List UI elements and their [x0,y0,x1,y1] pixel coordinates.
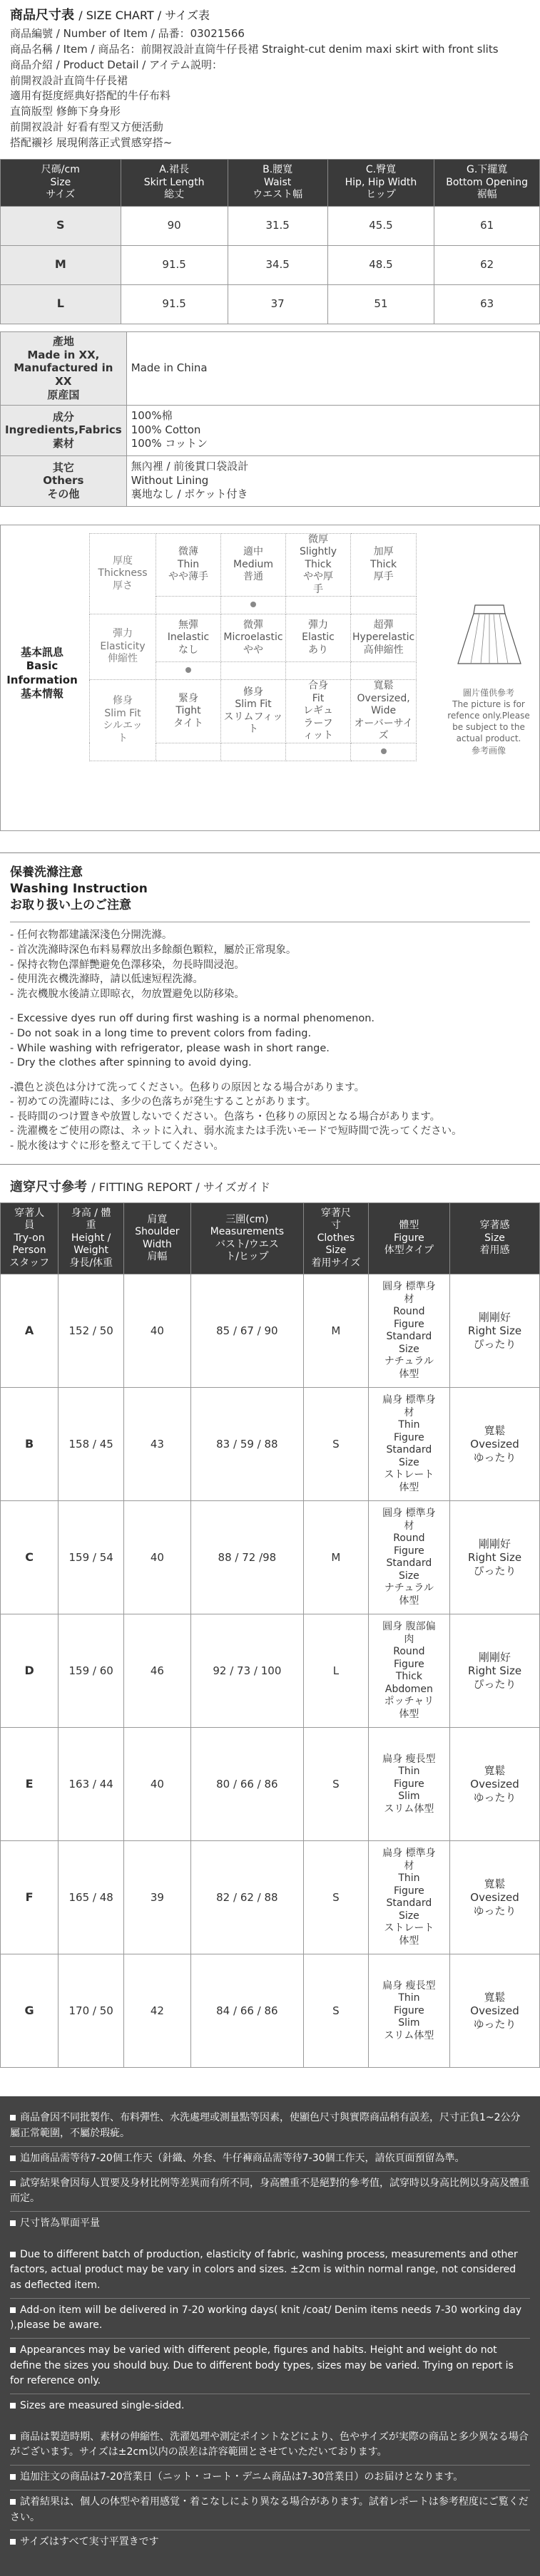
square-bullet-icon [10,2499,16,2505]
detail-label: 商品介紹 / Product Detail / アイテム説明： [10,58,223,71]
washing-zh [10,928,530,1001]
header-shoulder: 肩寬 Shoulder Width 肩幅 [124,1202,191,1274]
note-line [10,2466,530,2490]
notes-en [10,2243,530,2418]
shoulder: 42 [124,1954,191,2068]
measurements: 88 / 72 /98 [190,1501,303,1614]
square-bullet-icon [10,2307,16,2313]
mark-cell [286,662,351,680]
detail-line: 前開衩設計 好看有型又方便活動 [10,120,163,133]
fitting-row [1,1841,540,1954]
skirt-diagram-icon [448,592,530,678]
square-bullet-icon [10,2252,16,2257]
shoulder: 40 [124,1501,191,1614]
figure: 圓身 標準身 材 Round Figure Standard Size ナチュラル 体型 [368,1274,449,1388]
mark-cell [351,597,417,614]
note-line [10,2490,530,2530]
size-row [1,206,540,245]
washing-line: - 長時間のつけ置きや放置しないでください。色落ち・色移りの原因となる場合があります。 [10,1111,441,1123]
washing-en [10,1011,530,1070]
washing-line: - 洗衣機脫水後請立即晾衣，勿放置避免以防移染。 [10,988,245,1000]
other-line: Without Lining [131,473,209,487]
size-chart-title [0,0,540,24]
other-value [126,455,539,506]
person-id: D [1,1614,58,1728]
selected-dot-icon [250,602,256,607]
notes-panel [0,2096,540,2575]
thickness-row [90,533,417,597]
material-line: 100% Cotton [131,423,201,436]
origin-label: 產地 Made in XX, Manufactured in XX 原産国 [1,331,127,405]
material-line: 100%棉 [131,409,173,423]
washing-line: - 初めての洗濯時には、多少の色落ちが発生することがあります。 [10,1096,317,1108]
height-weight: 159 / 60 [58,1614,124,1728]
material-label: 成分 Ingredients,Fabrics 素材 [1,405,127,455]
waist: 31.5 [228,206,327,245]
figure: 圓身 標準身 材 Round Figure Standard Size ナチュラル 体型 [368,1501,449,1614]
header-feel: 穿著感 Size 着用感 [450,1202,540,1274]
person-id: B [1,1388,58,1501]
waist: 37 [228,284,327,324]
header-hip: C.臀寬 Hip, Hip Width ヒップ [327,160,434,207]
measurements: 82 / 62 / 88 [190,1841,303,1954]
mark-cell [156,597,221,614]
person-id: C [1,1501,58,1614]
square-bullet-icon [10,2115,16,2121]
square-bullet-icon [10,2434,16,2440]
fit-feel: 寬鬆 Ovesized ゆったり [450,1728,540,1841]
fitting-title [0,1164,540,1195]
skirt-length: 91.5 [121,245,228,284]
size-row [1,245,540,284]
notes-ja [10,2426,530,2555]
mark-cell [221,743,286,761]
person-id: G [1,1954,58,2068]
mark-cell [221,662,286,680]
thickness-label: 厚度 Thickness 厚さ [90,533,156,614]
shoulder: 40 [124,1274,191,1388]
header-person: 穿著人 員 Try-on Person スタッフ [1,1202,58,1274]
fit-feel: 剛剛好 Right Size ぴったり [450,1274,540,1388]
square-bullet-icon [10,2347,16,2353]
size-label: S [1,206,121,245]
fitting-title-text: 適穿尺寸參考 [10,1179,87,1195]
size-label: M [1,245,121,284]
washing-line: - 保持衣物色澤鮮艷避免色澤移染，勿長時間浸泡。 [10,959,245,971]
product-table [0,331,540,507]
notes-zh [10,2106,530,2235]
note-text: 試着結果は、個人の体型や着用感覚・着こなしにより異なる場合があります。試着レポートは参考程度にご覧ください。 [10,2495,529,2523]
washing-line: - Do not soak in a long time to prevent colors from fading. [10,1027,312,1039]
washing-line: - 脱水後はすぐに形を整えて干してください。 [10,1140,224,1152]
mark-cell [221,597,286,614]
fitting-row [1,1274,540,1388]
bottom-opening: 63 [434,284,540,324]
washing-instructions [10,922,530,1153]
measurements: 85 / 67 / 90 [190,1274,303,1388]
size-row [1,284,540,324]
note-text: Due to different batch of production, elasticity of fabric, washing process, measurements and other factors, actual product may be vary in colors and sizes. ±2cm is within normal range, not considered as deflected item. [10,2248,518,2291]
basic-info-panel [0,525,540,831]
figure: 扁身 標準身 材 Thin Figure Standard Size ストレート 体型 [368,1388,449,1501]
fitting-row [1,1501,540,1614]
other-row [1,455,540,506]
header-length: A.裙長 Skirt Length 総丈 [121,160,228,207]
note-line [10,2147,530,2172]
note-text: Add-on item will be delivered in 7-20 working days( knit /coat/ Denim items needs 7-30 working day ),please be aware. [10,2304,522,2332]
figure: 扁身 瘦長型 Thin Figure Slim スリム体型 [368,1728,449,1841]
clothes-size: L [304,1614,369,1728]
height-weight: 165 / 48 [58,1841,124,1954]
note-text: 追加商品需等待7-20個工作天（針織、外套、牛仔褲商品需等待7-30個工作天，請依頁面預留為準。 [20,2152,465,2164]
selected-dot-icon [381,748,387,754]
person-id: A [1,1274,58,1388]
waist: 34.5 [228,245,327,284]
shoulder: 43 [124,1388,191,1501]
fit-option: 修身 Slim Fit スリムフィッ ト [221,680,286,743]
fitting-row [1,1728,540,1841]
note-text: 尺寸皆為單面平量 [20,2217,100,2229]
header-size: 尺碼/cm Size サイズ [1,160,121,207]
elasticity-option: 無彈 Inelastic なし [156,614,221,662]
square-bullet-icon [10,2403,16,2408]
size-table [0,159,540,324]
measurements: 92 / 73 / 100 [190,1614,303,1728]
note-line [10,2339,530,2394]
header-waist: B.腰寬 Waist ウエスト幅 [228,160,327,207]
item-name: 商品名稱 / Item / 商品名：前開衩設計直筒牛仔長裙 Straight-cut denim maxi skirt with front slits [10,43,499,56]
attribute-grid [89,533,417,761]
note-text: サイズはすべて実寸平置きです [20,2536,159,2548]
clothes-size: M [304,1274,369,1388]
detail-line: 直筒版型 修飾下身身形 [10,105,121,118]
item-number: 商品編號 / Number of Item / 品番：03021566 [10,27,245,41]
washing-line: - 使用洗衣機洗滌時，請以低速短程洗滌。 [10,974,203,986]
skirt-length: 91.5 [121,284,228,324]
fitting-row [1,1954,540,2068]
header-figure: 體型 Figure 体型タイプ [368,1202,449,1274]
clothes-size: S [304,1954,369,2068]
washing-ja [10,1081,530,1154]
hip: 48.5 [327,245,434,284]
mark-cell [351,743,417,761]
washing-title-en: Washing Instruction [10,881,148,896]
mark-cell [156,662,221,680]
hip: 45.5 [327,206,434,245]
figure: 圓身 腹部偏 肉 Round Figure Thick Abdomen ポッチャリ 体型 [368,1614,449,1728]
square-bullet-icon [10,2155,16,2161]
thickness-option: 微厚 Slightly Thick やや厚 手 [286,533,351,597]
note-line [10,2394,530,2418]
other-line: 無內裡 / 前後貫口袋設計 [131,460,249,473]
size-chart-subtitle: / SIZE CHART / サイズ表 [78,9,210,22]
other-label: 其它 Others その他 [1,455,127,506]
shoulder: 40 [124,1728,191,1841]
washing-line: - 首次洗滌時深色布料易釋放出多餘顏色顆粒，屬於正常現象。 [10,944,297,957]
measurements: 80 / 66 / 86 [190,1728,303,1841]
detail-line: 搭配襯衫 展現俐落正式質感穿搭~ [10,135,173,149]
material-line: 100% コットン [131,437,208,450]
thickness-option: 加厚 Thick 厚手 [351,533,417,597]
header-height-weight: 身高 / 體 重 Height / Weight 身長/体重 [58,1202,124,1274]
clothes-size: S [304,1728,369,1841]
size-table-header [1,160,540,207]
skirt-length: 90 [121,206,228,245]
note-line [10,2530,530,2555]
note-line [10,2299,530,2339]
washing-line: -濃色と淡色は分けて洗ってください。色移りの原因となる場合があります。 [10,1081,365,1093]
fitting-header [1,1202,540,1274]
picture-note: 圖片僅供參考 The picture is for refence only.Please be subject to the actual product. 參考画像 [447,687,530,756]
mark-cell [156,743,221,761]
washing-title-ja: お取り扱い上のご注意 [10,897,131,912]
fit-label: 修身 Slim Fit シルエッ ト [90,680,156,761]
note-line [10,2426,530,2466]
height-weight: 170 / 50 [58,1954,124,2068]
product-info [0,24,540,150]
height-weight: 158 / 45 [58,1388,124,1501]
fit-row [90,680,417,743]
elasticity-option: 彈力 Elastic あり [286,614,351,662]
person-id: F [1,1841,58,1954]
fit-feel: 寬鬆 Ovesized ゆったり [450,1954,540,2068]
height-weight: 152 / 50 [58,1274,124,1388]
note-line [10,2106,530,2146]
note-text: Appearances may be varied with different people, figures and habits. Height and weight do not define the sizes you should buy. Due to different body types, sizes may be varied. Trying on report is for reference only. [10,2344,514,2387]
elasticity-label: 彈力 Elasticity 伸縮性 [90,614,156,680]
square-bullet-icon [10,2220,16,2226]
fit-option: 緊身 Tight タイト [156,680,221,743]
clothes-size: M [304,1501,369,1614]
hip: 51 [327,284,434,324]
size-chart-title-text: 商品尺寸表 [10,8,74,23]
washing-title-zh: 保養洗滌注意 [10,865,83,880]
fitting-table [0,1202,540,2068]
note-text: 試穿結果會因每人買要及身材比例等差異而有所不同，身高體重不是絕對的參考值，試穿時以身高比例以身高及體重而定。 [10,2177,529,2205]
washing-title [0,853,540,917]
other-line: 裏地なし / ポケット付き [131,488,248,501]
note-line [10,2172,530,2212]
note-line [10,2243,530,2299]
note-line [10,2212,530,2236]
header-clothes-size: 穿著尺 寸 Clothes Size 着用サイズ [304,1202,369,1274]
note-text: 追加注文の商品は7-20営業日（ニット・コート・デニム商品は7-30営業日）のお届けとなります。 [20,2471,464,2483]
fitting-subtitle: / FITTING REPORT / サイズガイド [91,1180,271,1194]
measurements: 83 / 59 / 88 [190,1388,303,1501]
washing-line: - 任何衣物都建議深淺色分開洗滌。 [10,929,173,942]
fit-feel: 寬鬆 Ovesized ゆったり [450,1841,540,1954]
origin-value: Made in China [126,331,539,405]
fitting-row [1,1388,540,1501]
mark-cell [286,743,351,761]
detail-line: 前開衩設計直筒牛仔長裙 [10,73,128,87]
washing-line: - Excessive dyes run off during first washing is a normal phenomenon. [10,1013,375,1025]
detail-line: 適用有挺度經典好搭配的牛仔布料 [10,89,171,103]
origin-row [1,331,540,405]
fit-feel: 剛剛好 Right Size ぴったり [450,1501,540,1614]
basic-info-label: 基本訊息 Basic Information 基本情報 [6,645,78,701]
elasticity-row [90,614,417,662]
mark-cell [286,597,351,614]
washing-line: - Dry the clothes after spinning to avoid dying. [10,1057,252,1069]
material-row [1,405,540,455]
shoulder: 39 [124,1841,191,1954]
bottom-opening: 62 [434,245,540,284]
selected-dot-icon [185,667,191,673]
header-measurements: 三圍(cm) Measurements バスト/ウエス ト/ヒップ [190,1202,303,1274]
measurements: 84 / 66 / 86 [190,1954,303,2068]
figure: 扁身 標準身 材 Thin Figure Standard Size ストレート 体型 [368,1841,449,1954]
person-id: E [1,1728,58,1841]
height-weight: 159 / 54 [58,1501,124,1614]
mark-cell [351,662,417,680]
size-label: L [1,284,121,324]
clothes-size: S [304,1841,369,1954]
note-text: 商品は製造時期、素材の伸縮性、洗濯処理や測定ポイントなどにより、色やサイズが実際の商品と多少異なる場合がございます。サイズは±2cm以内の誤差は許容範囲とさせていただいております。 [10,2431,529,2458]
square-bullet-icon [10,2474,16,2480]
fit-option: 合身 Fit レギュ ラーフ ィット [286,680,351,743]
washing-section [0,852,540,1154]
square-bullet-icon [10,2180,16,2186]
note-text: Sizes are measured single-sided. [20,2400,185,2412]
washing-line: - While washing with refrigerator, please wash in short range. [10,1042,330,1054]
bottom-opening: 61 [434,206,540,245]
fit-option: 寬鬆 Oversized, Wide オーバーサイ ズ [351,680,417,743]
material-value [126,405,539,455]
shoulder: 46 [124,1614,191,1728]
header-bottom: G.下擺寬 Bottom Opening 裾幅 [434,160,540,207]
washing-line: - 洗濯機をご使用の際は、ネットに入れ、弱水流または手洗いモードで短時間で洗ってください。 [10,1125,462,1138]
elasticity-option: 超彈 Hyperelastic 高伸縮性 [351,614,417,662]
figure: 扁身 瘦長型 Thin Figure Slim スリム体型 [368,1954,449,2068]
fit-feel: 剛剛好 Right Size ぴったり [450,1614,540,1728]
note-text: 商品會因不同批製作、布料彈性、水洗處理或測量點等因素，使顯色尺寸與實際商品稍有誤差，尺寸正負1~2公分屬正常範圍，不屬於瑕疵。 [10,2112,521,2140]
fit-feel: 寬鬆 Ovesized ゆったり [450,1388,540,1501]
clothes-size: S [304,1388,369,1501]
thickness-option: 微薄 Thin やや薄手 [156,533,221,597]
thickness-option: 適中 Medium 普通 [221,533,286,597]
fitting-row [1,1614,540,1728]
height-weight: 163 / 44 [58,1728,124,1841]
elasticity-option: 微彈 Microelastic やや [221,614,286,662]
